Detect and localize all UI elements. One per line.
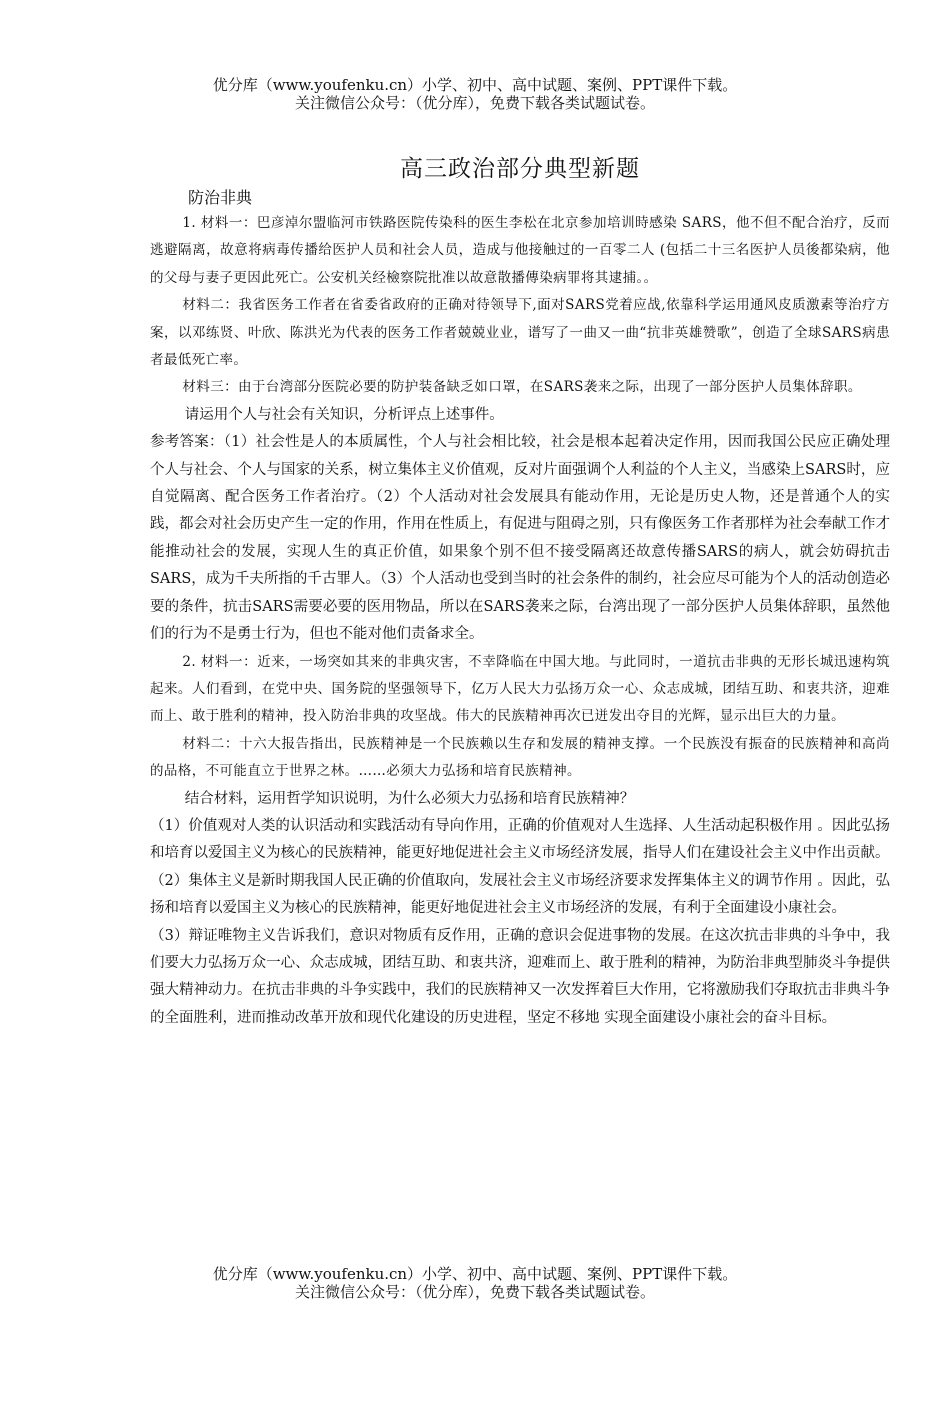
q1-material-3: 材料三：由于台湾部分医院必要的防护装备缺乏如口罩，在SARS袭来之际，出现了一部分医护人员集体辞职。 (182, 379, 862, 396)
q1-material-1: 1. 材料一：巴彦淖尔盟临河市铁路医院传染科的医生李松在北京参加培训時感染 SARS，他不但不配合治疗，反而逃避隔离，故意将病毒传播给医护人员和社会人员，造成与他接触过的一百零二人 (包括二十三名医护人员後都染病，他的父母与妻子更因此死亡。公安机关经檢察院批准以故意散播傳染病罪将其逮捕。。 (150, 215, 890, 286)
header-line-2: 关注微信公众号：（优分库），免费下载各类试题试卷。 (294, 94, 655, 112)
q2-material-2: 材料二：十六大报告指出，民族精神是一个民族赖以生存和发展的精神支撑。一个民族没有振奋的民族精神和高尚的品格，不可能直立于世界之林。……必须大力弘扬和培育民族精神。 (150, 735, 890, 780)
q1-answer: 参考答案：（1）社会性是人的本质属性，个人与社会相比较，社会是根本起着决定作用，因而我国公民应正确处理个人与社会、个人与国家的关系，树立集体主义价值观，反对片面强调个人利益的个人主义，当感染上SARS时，应自觉隔离、配合医务工作者治疗。（2）个人活动对社会发展具有能动作用，无论是历史人物，还是普通个人的实践，都会对社会历史产生一定的作用，作用在性质上，有促进与阻碍之别，只有像医务工作者那样为社会奉献工作才能推动社会的发展，实现人生的真正价值，如果象个别不但不接受隔离还故意传播SARS的病人，就会妨碍抗击SARS，成为千夫所指的千古罪人。（3）个人活动也受到当时的社会条件的制约，社会应尽可能为个人的活动创造必要的条件，抗击SARS需要必要的医用物品，所以在SARS袭来之际，台湾出现了一部分医护人员集体辞职，虽然他们的行为不是勇士行为，但也不能对他们责备求全。 (150, 434, 890, 643)
document-title: 高三政治部分典型新题 (400, 156, 640, 182)
q2-answer-3: （3）辩证唯物主义告诉我们，意识对物质有反作用，正确的意识会促进事物的发展。在这次抗击非典的斗争中，我们要大力弘扬万众一心、众志成城，团结互助、和衷共济，迎难而上、敢于胜利的精神，为防治非典型肺炎斗争提供强大精神动力。在抗击非典的斗争实践中，我们的民族精神又一次发挥着巨大作用，它将激励我们夺取抗击非典斗争的全面胜利，进而推动改革开放和现代化建设的历史进程，坚定不移地 实现全面建设小康社会的奋斗目标。 (150, 927, 890, 1026)
q1-question: 请运用个人与社会有关知识，分析评点上述事件。 (184, 406, 504, 423)
document-body (150, 210, 890, 1032)
q2-answer-2: （2）集体主义是新时期我国人民正确的价值取向，发展社会主义市场经济要求发挥集体主义的调节作用 。因此，弘扬和培育以爱国主义为核心的民族精神，能更好地促进社会主义市场经济的发展，有利于全面建设小康社会。 (150, 872, 890, 917)
footer-line-1: 优分库（www.youfenku.cn）小学、初中、高中试题、案例、PPT课件下载。 (212, 1265, 738, 1283)
section-heading: 防治非典 (188, 188, 253, 207)
footer-line-2: 关注微信公众号：（优分库），免费下载各类试题试卷。 (294, 1283, 655, 1301)
q2-material-1: 2. 材料一：近来，一场突如其来的非典灾害，不幸降临在中国大地。与此同时，一道抗击非典的无形长城迅速构筑起来。人们看到，在党中央、国务院的坚强领导下，亿万人民大力弘扬万众一心、众志成城，团结互助、和衷共济，迎难而上、敢于胜利的精神，投入防治非典的攻坚战。伟大的民族精神再次已迸发出夺目的光辉，显示出巨大的力量。 (150, 653, 890, 725)
q1-material-2: 材料二：我省医务工作者在省委省政府的正确对待领导下,面对SARS党着应战,依靠科学运用通风皮质激素等治疗方案，以邓练贤、叶欣、陈洪光为代表的医务工作者兢兢业业，谱写了一曲又一曲“抗非英雄赞歌”，创造了全球SARS病患者最低死亡率。 (150, 297, 890, 369)
page-header (0, 76, 950, 112)
page-footer (0, 1265, 950, 1301)
q2-answer-1: （1）价值观对人类的认识活动和实践活动有导向作用，正确的价值观对人生选择、人生活动起积极作用 。因此弘扬和培育以爱国主义为核心的民族精神，能更好地促进社会主义市场经济发展，指导人们在建设社会主义中作出贡献。 (150, 817, 890, 862)
header-line-1: 优分库（www.youfenku.cn）小学、初中、高中试题、案例、PPT课件下载。 (212, 76, 738, 94)
q2-question: 结合材料，运用哲学知识说明，为什么必须大力弘扬和培育民族精神？ (184, 790, 635, 807)
